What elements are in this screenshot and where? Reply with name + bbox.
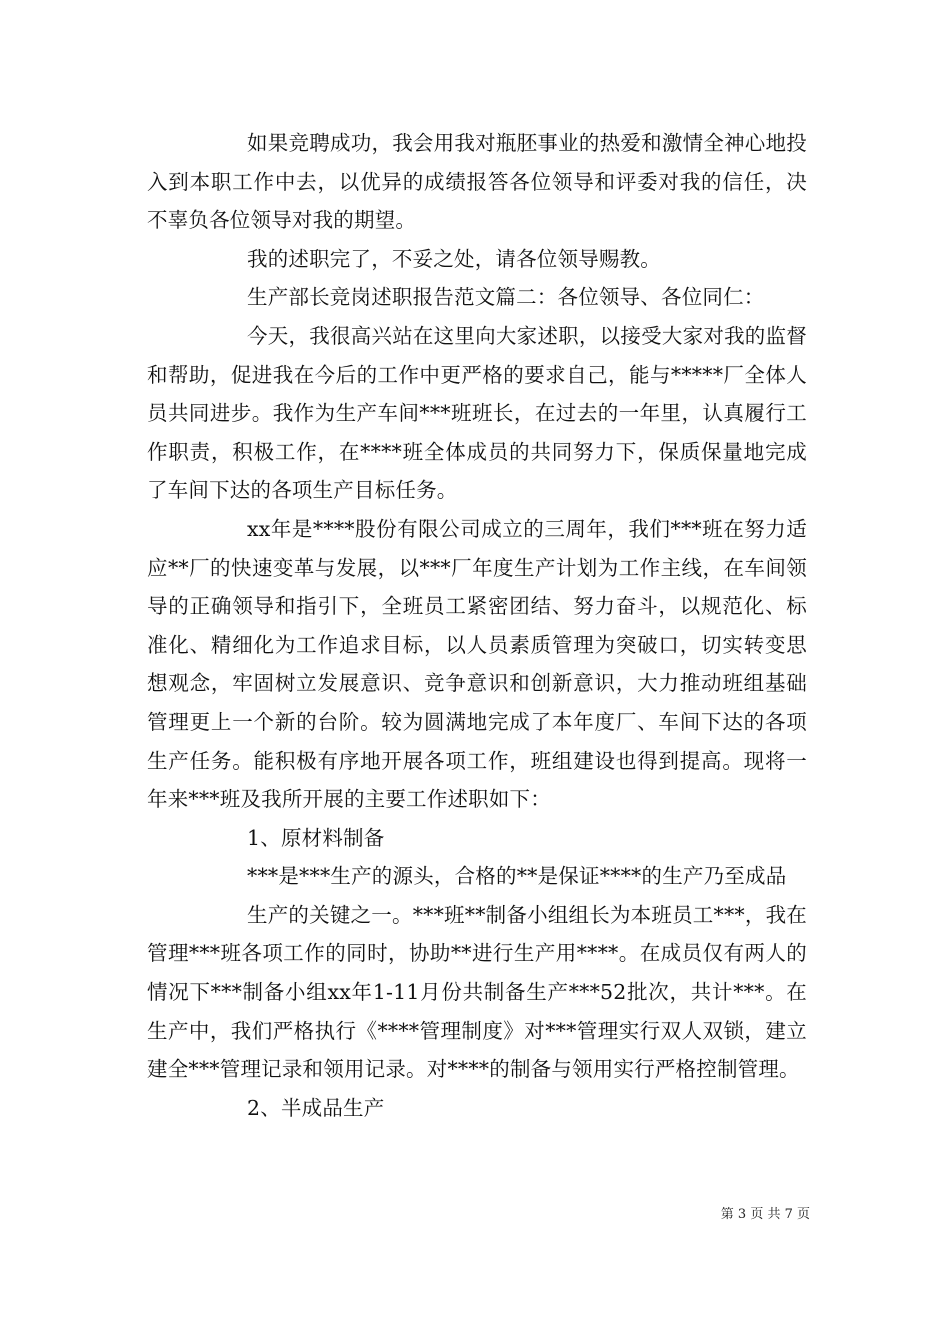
paragraph-introduction: 今天，我很高兴站在这里向大家述职，以接受大家对我的监督和帮助，促进我在今后的工作中更严格的要求自己，能与*****厂全体人员共同进步。我作为生产车间***班班长，在过去的一年里，认真履行工作职责，积极工作，在****班全体成员的共同努力下，保质保量地完成了车间下达的各项生产目标任务。 <box>147 323 807 503</box>
section-heading-raw-materials: 1、原材料制备 <box>247 825 385 850</box>
paragraph-article-two-heading: 生产部长竞岗述职报告范文篇二：各位领导、各位同仁： <box>247 285 765 310</box>
paragraph-year-summary: xx年是****股份有限公司成立的三周年，我们***班在努力适应**厂的快速变革与发展，以***厂年度生产计划为工作主线，在车间领导的正确领导和指引下，全班员工紧密团结、努力奋斗，以规范化、标准化、精细化为工作追求目标，以人员素质管理为突破口，切实转变思想观念，牢固树立发展意识、竞争意识和创新意识，大力推动班组基础管理更上一个新的台阶。较为圆满地完成了本年度厂、车间下达的各项生产任务。能积极有序地开展各项工作，班组建设也得到提高。现将一年来***班及我所开展的主要工作述职如下： <box>147 516 807 812</box>
document-body <box>147 124 807 1127</box>
paragraph-closing-pledge: 如果竞聘成功，我会用我对瓶胚事业的热爱和激情全神心地投入到本职工作中去，以优异的成绩报答各位领导和评委对我的信任，决不辜负各位领导对我的期望。 <box>147 131 807 233</box>
paragraph-raw-materials-source: ***是***生产的源头，合格的**是保证****的生产乃至成品 <box>247 864 787 889</box>
page-number-footer: 第 3 页 共 7 页 <box>720 1207 810 1222</box>
paragraph-closing-remark: 我的述职完了，不妥之处，请各位领导赐教。 <box>247 246 661 271</box>
section-heading-semi-finished: 2、半成品生产 <box>247 1095 385 1120</box>
paragraph-raw-materials-details: 生产的关键之一。***班**制备小组组长为本班员工***，我在管理***班各项工作的同时，协助**进行生产用****。在成员仅有两人的情况下***制备小组xx年1-11月份共制备生产***52批次，共计***。在生产中，我们严格执行《****管理制度》对***管理实行双人双锁，建立建全***管理记录和领用记录。对****的制备与领用实行严格控制管理。 <box>147 902 807 1082</box>
